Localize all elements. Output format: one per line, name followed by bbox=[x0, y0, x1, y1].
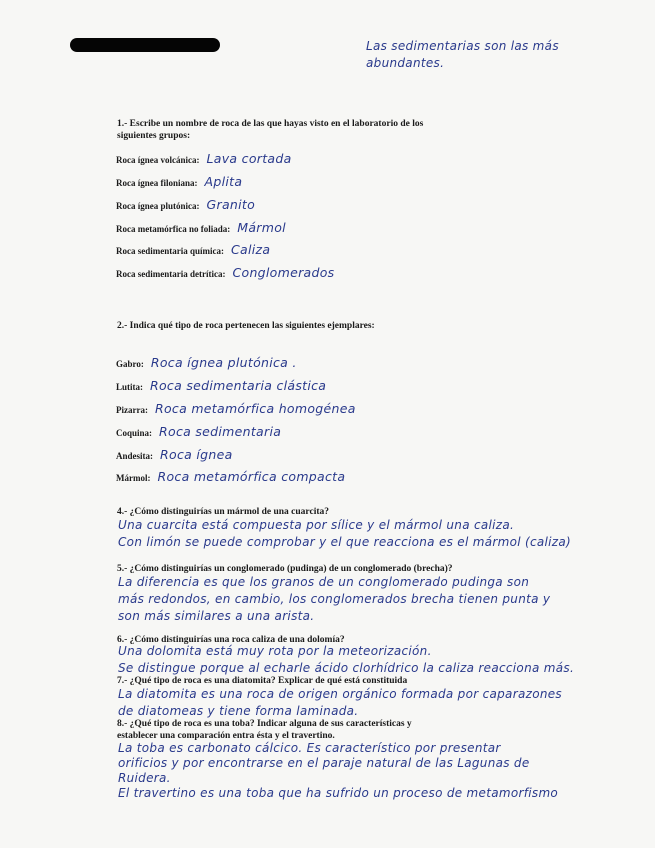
q1-item-label: Roca ígnea volcánica: bbox=[116, 155, 200, 165]
q1-item-answer: Conglomerados bbox=[232, 265, 335, 280]
top-note bbox=[366, 38, 606, 72]
q1-item-answer: Mármol bbox=[237, 220, 286, 235]
q2-item-answer: Roca ígnea bbox=[160, 447, 233, 462]
q8-title bbox=[117, 718, 537, 742]
q2-item-label: Mármol: bbox=[116, 473, 151, 483]
q6-answer-line: Se distingue porque al echarle ácido clorhídrico la caliza reacciona más. bbox=[118, 661, 575, 675]
q5-answer-line: más redondos, en cambio, los conglomerados brecha tienen punta y bbox=[118, 592, 551, 606]
q1-item-label: Roca sedimentaria detrítica: bbox=[116, 269, 226, 279]
q2-item-label: Coquina: bbox=[116, 428, 153, 438]
q4-answer bbox=[118, 517, 571, 551]
q5-answer-line: La diferencia es que los granos de un conglomerado pudinga son bbox=[118, 575, 530, 589]
q2-title: 2.- Indica qué tipo de roca pertenecen las siguientes ejemplares: bbox=[117, 321, 375, 331]
q7-answer bbox=[118, 686, 562, 720]
q1-title bbox=[117, 118, 457, 142]
q4-answer-line: Una cuarcita está compuesta por sílice y el mármol una caliza. bbox=[118, 518, 515, 532]
q2-item-label: Gabro: bbox=[116, 359, 144, 369]
q1-item-answer: Aplita bbox=[204, 174, 243, 189]
q2-item-label: Andesita: bbox=[116, 451, 154, 461]
q2-item-answer: Roca metamórfica compacta bbox=[157, 469, 346, 484]
q7-answer-line: La diatomita es una roca de origen orgánico formada por caparazones bbox=[118, 687, 562, 701]
q2-item bbox=[116, 468, 345, 486]
q1-item bbox=[116, 264, 334, 282]
q8-title-line: 8.- ¿Qué tipo de roca es una toba? Indicar alguna de sus características y bbox=[117, 719, 412, 729]
q1-item bbox=[116, 150, 292, 168]
q4-title: 4.- ¿Cómo distinguirías un mármol de una cuarcita? bbox=[117, 507, 330, 517]
q2-item bbox=[116, 377, 326, 395]
q1-item-label: Roca sedimentaria química: bbox=[116, 246, 224, 256]
q2-item-answer: Roca ígnea plutónica . bbox=[150, 355, 297, 370]
q1-item-label: Roca ígnea plutónica: bbox=[116, 201, 200, 211]
q8-answer-line: La toba es carbonato cálcico. Es característico por presentar bbox=[118, 741, 501, 755]
redaction-bar bbox=[70, 38, 220, 52]
q2-item-label: Pizarra: bbox=[116, 405, 148, 415]
q2-item bbox=[116, 423, 281, 441]
q6-answer-line: Una dolomita está muy rota por la meteorización. bbox=[118, 644, 432, 658]
q2-item-answer: Roca sedimentaria clástica bbox=[150, 378, 327, 393]
q1-item-answer: Lava cortada bbox=[206, 151, 292, 166]
q5-title: 5.- ¿Cómo distinguirías un conglomerado (pudinga) de un conglomerado (brecha)? bbox=[117, 564, 453, 574]
q2-item-label: Lutita: bbox=[116, 382, 143, 392]
top-note-line: abundantes. bbox=[366, 56, 445, 70]
q7-title: 7.- ¿Qué tipo de roca es una diatomita? Explicar de qué está constituida bbox=[117, 676, 408, 686]
top-note-line: Las sedimentarias son las más bbox=[366, 39, 559, 53]
q8-title-line: establecer una comparación entra ésta y el travertino. bbox=[117, 731, 335, 741]
q6-title: 6.- ¿Cómo distinguirías una roca caliza de una dolomía? bbox=[117, 635, 345, 645]
q1-item-answer: Caliza bbox=[231, 242, 271, 257]
q7-answer-line: de diatomeas y tiene forma laminada. bbox=[118, 704, 359, 718]
q4-answer-line: Con limón se puede comprobar y el que reacciona es el mármol (caliza) bbox=[118, 535, 572, 549]
q2-item-answer: Roca metamórfica homogénea bbox=[154, 401, 356, 416]
q1-item-answer: Granito bbox=[206, 197, 256, 212]
q1-title-line: 1.- Escribe un nombre de roca de las que hayas visto en el laboratorio de los bbox=[117, 119, 424, 129]
q8-answer-line: Ruidera. bbox=[118, 771, 171, 785]
q6-answer bbox=[118, 643, 574, 677]
q1-item bbox=[116, 241, 270, 259]
q1-item bbox=[116, 173, 242, 191]
q1-item-label: Roca metamórfica no foliada: bbox=[116, 224, 231, 234]
q8-answer bbox=[118, 741, 558, 801]
q2-item bbox=[116, 400, 356, 418]
q8-answer-line: orificios y por encontrarse en el paraje natural de las Lagunas de bbox=[118, 756, 530, 770]
q5-answer-line: son más similares a una arista. bbox=[118, 609, 315, 623]
q5-answer bbox=[118, 574, 550, 625]
q8-answer-line: El travertino es una toba que ha sufrido un proceso de metamorfismo bbox=[118, 786, 559, 800]
q1-item bbox=[116, 196, 255, 214]
q2-item bbox=[116, 354, 297, 372]
q2-item bbox=[116, 446, 233, 464]
q1-item-label: Roca ígnea filoniana: bbox=[116, 178, 198, 188]
q2-item-answer: Roca sedimentaria bbox=[159, 424, 282, 439]
q1-title-line: siguientes grupos: bbox=[117, 131, 191, 141]
q1-item bbox=[116, 219, 286, 237]
